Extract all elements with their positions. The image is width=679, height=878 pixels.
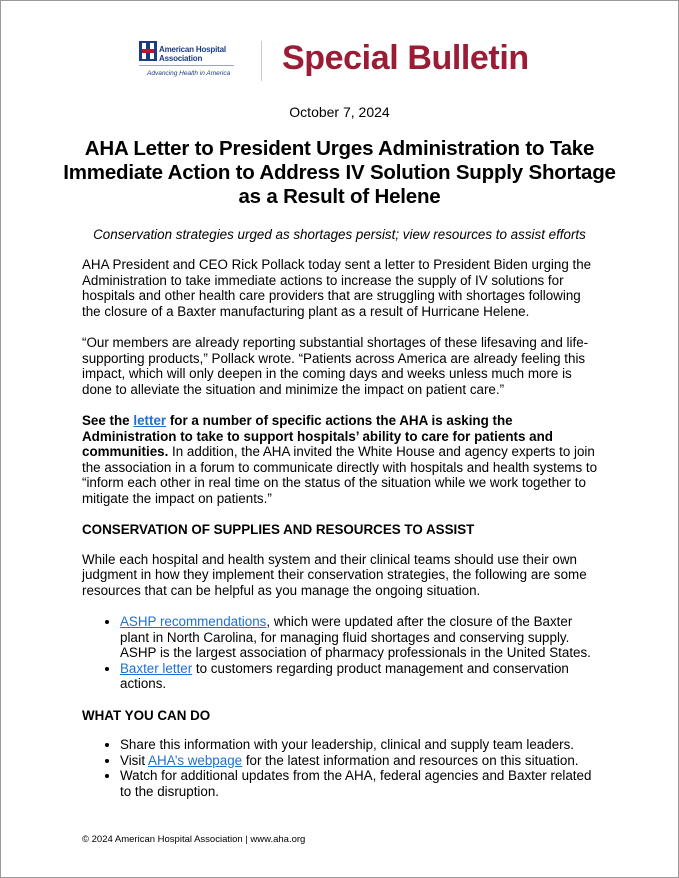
list-item: • Watch for additional updates from the AHA, federal agencies and Baxter related to the disruption. [120,768,602,799]
bulletin-date: October 7, 2024 [289,104,390,120]
aha-webpage-link[interactable]: AHA’s webpage [148,752,243,768]
paragraph-letter [82,413,602,506]
page-subtitle: Conservation strategies urged as shortages persist; view resources to assist efforts [93,227,586,242]
paragraph-intro: AHA President and CEO Rick Pollack today sent a letter to President Biden urging the Administration to take immediate actions to increase the supply of IV solutions for hospitals and other health care providers that are struggling with shortages following the closure of a Baxter manufacturing plant as a result of Hurricane Helene. [82,257,592,319]
paragraph-quote: “Our members are already reporting substantial shortages of these lifesaving and life-supporting products,” Pollack wrote. “Patients across America are already feeling this impact, which will only deepen in the coming days and weeks unless much more is done to alleviate the situation and minimize the impact on patient care.” [82,335,589,397]
logo-rule [139,65,234,66]
letter-bold-end: for a number of specific actions the AHA is asking the Administration to take to support hospitals’ ability to care for patients and communities. [82,413,553,459]
list-item: • Share this information with your leadership, clinical and supply team leaders. [120,737,602,753]
action-list [82,737,602,799]
visit-text-end: for the latest information and resources on this situation. [242,752,579,768]
logo-org-line2: Association [159,54,203,63]
visit-text: Visit [120,752,149,768]
logo-tagline: Advancing Health in America [147,70,231,77]
baxter-letter-link[interactable]: Baxter letter [120,660,193,676]
bulletin-body [82,257,602,813]
bulletin-title: Special Bulletin [282,39,529,77]
resource-list [82,614,602,692]
letter-link[interactable]: letter [133,413,167,428]
ashp-recommendations-link[interactable]: ASHP recommendations [120,614,267,629]
aha-h-cross-icon [139,41,157,61]
page-title: AHA Letter to President Urges Administration to Take Immediate Action to Address IV Solution Supply Shortage as a Result of Helene [63,137,616,208]
letter-bold-start: See the [82,413,134,428]
list-item [120,614,602,661]
header-divider [261,41,262,81]
aha-logo [139,41,237,81]
logo-org-name [159,45,226,63]
letter-rest: In addition, the AHA invited the White House and agency experts to join the association in a forum to communicate directly with hospitals and health systems to “inform each other in real time on the status of the situation while we work together to mitigate the impact on patients.” [82,444,598,506]
conservation-intro: While each hospital and health system and their clinical teams should use their own judgment in how they implement their conservation strategies, the following are some resources that can be helpful as you manage the ongoing situation. [82,551,587,598]
section-heading-conservation: CONSERVATION OF SUPPLIES AND RESOURCES TO ASSIST [82,522,475,537]
ashp-description: , which were updated after the closure of the Baxter plant in North Carolina, for managing fluid shortages and conserving supply. ASHP is the largest association of pharmacy professionals in the United States. [120,614,591,660]
page-footer: © 2024 American Hospital Association | www.aha.org [82,834,306,845]
list-item [120,661,602,692]
list-item [120,753,602,769]
logo-org-line1: American Hospital [159,45,226,54]
baxter-description: to customers regarding product management and conservation actions. [120,660,569,691]
section-heading-what-you-can-do: WHAT YOU CAN DO [82,707,211,723]
